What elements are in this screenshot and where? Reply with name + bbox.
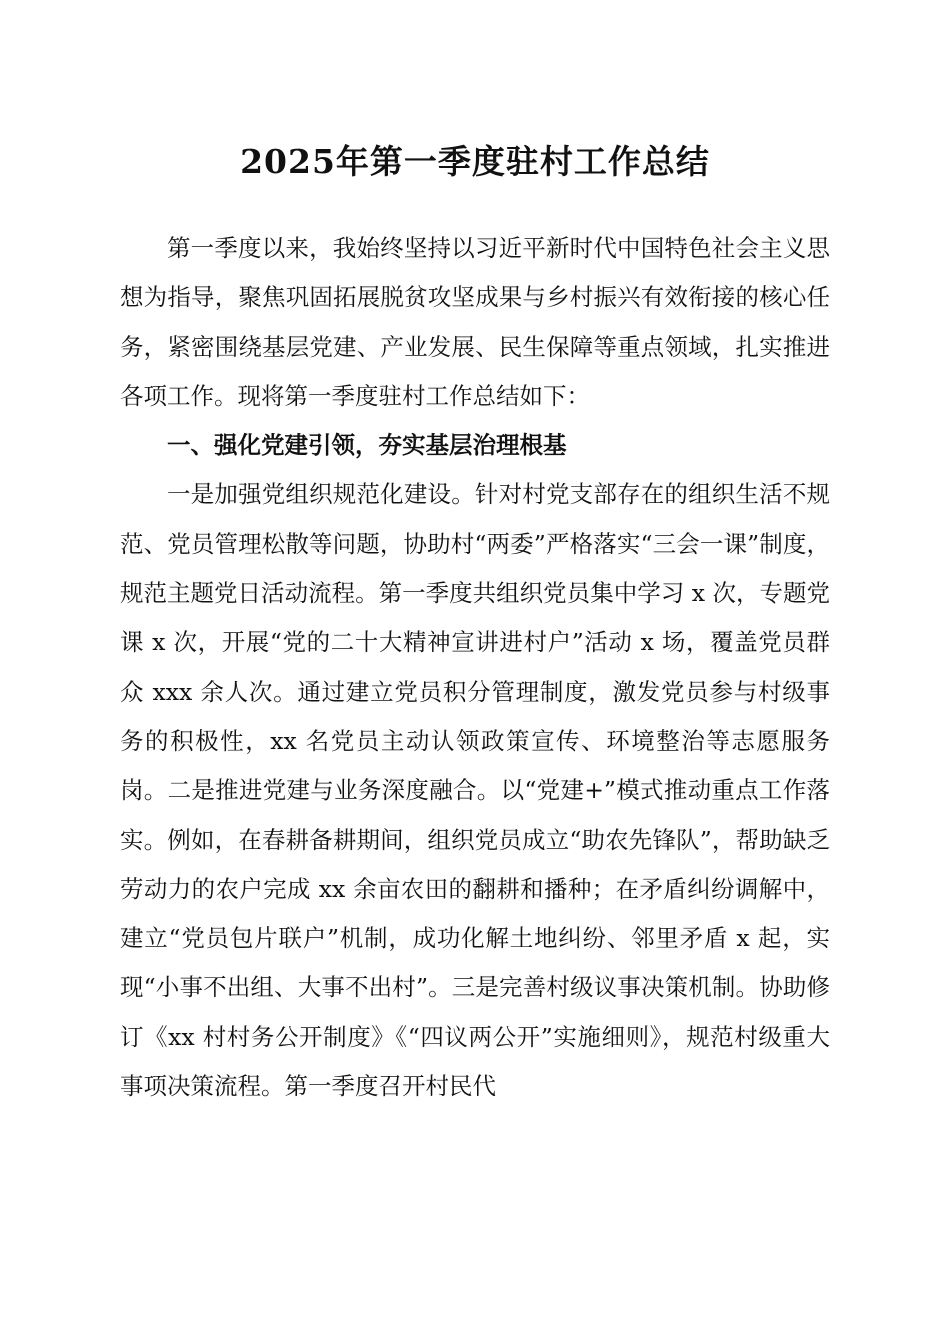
document-title: 2025年第一季度驻村工作总结 [240,142,710,181]
intro-paragraph: 第一季度以来，我始终坚持以习近平新时代中国特色社会主义思想为指导，聚焦巩固拓展脱贫攻坚成果与乡村振兴有效衔接的核心任务，紧密围绕基层党建、产业发展、民生保障等重点领域，扎实推进各项工作。现将第一季度驻村工作总结如下： [120,234,830,410]
section-paragraph: 一是加强党组织规范化建设。针对村党支部存在的组织生活不规范、党员管理松散等问题，协助村“两委”严格落实“三会一课”制度，规范主题党日活动流程。第一季度共组织党员集中学习 x 次，专题党课 x 次，开展“党的二十大精神宣讲进村户”活动 x 场，覆盖党员群众 xxx 余人次。通过建立党员积分管理制度，激发党员参与村级事务的积极性，xx 名党员主动认领政策宣传、环境整治等志愿服务岗。二是推进党建与业务深度融合。以“党建+”模式推动重点工作落实。例如，在春耕备耕期间，组织党员成立“助农先锋队”，帮助缺乏劳动力的农户完成 xx 余亩农田的翻耕和播种；在矛盾纠纷调解中，建立“党员包片联户”机制，成功化解土地纠纷、邻里矛盾 x 起，实现“小事不出组、大事不出村”。三是完善村级议事决策机制。协助修订《xx 村村务公开制度》《“四议两公开”实施细则》，规范村级重大事项决策流程。第一季度召开村民代 [120,480,830,1101]
document-body [120,224,830,1111]
section-heading: 一、强化党建引领，夯实基层治理根基 [167,431,567,460]
